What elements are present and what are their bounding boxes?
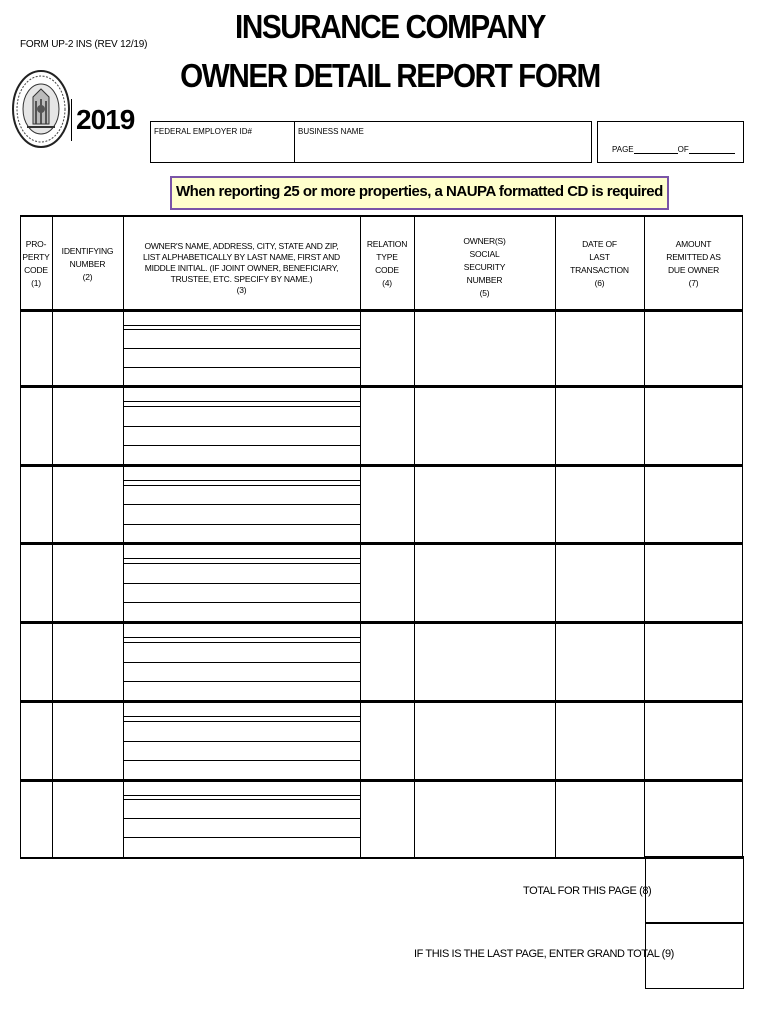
owner-address-line bbox=[123, 795, 360, 796]
grand-total-field[interactable] bbox=[645, 923, 744, 989]
business-header-box bbox=[150, 121, 592, 163]
owner-address-line bbox=[123, 367, 360, 368]
column-header-line: TRANSACTION bbox=[570, 265, 629, 275]
column-header-line: NUMBER bbox=[69, 258, 106, 269]
form-code: FORM UP-2 INS (REV 12/19) bbox=[20, 39, 148, 50]
owner-address-line bbox=[123, 799, 360, 800]
column-header-line: TYPE bbox=[376, 252, 398, 262]
column-header-owner-name-address bbox=[123, 217, 360, 311]
column-header-line: LAST bbox=[589, 252, 610, 262]
column-header-line: (6) bbox=[594, 278, 605, 288]
owner-address-line bbox=[123, 662, 360, 663]
total-page-field[interactable] bbox=[645, 856, 744, 923]
column-header-line: (3) bbox=[236, 285, 247, 295]
owner-address-line bbox=[123, 480, 360, 481]
page-number-box bbox=[597, 121, 744, 163]
column-header-line: TRUSTEE, ETC. SPECIFY BY NAME.) bbox=[170, 274, 313, 284]
column-header-line: PRO- bbox=[25, 239, 47, 249]
report-year: 2019 bbox=[71, 99, 134, 141]
owner-address-line bbox=[123, 485, 360, 486]
naupa-notice: When reporting 25 or more properties, a NAUPA formatted CD is required bbox=[170, 176, 669, 210]
owner-address-line bbox=[123, 406, 360, 407]
owner-address-line bbox=[123, 504, 360, 505]
owner-address-line bbox=[123, 445, 360, 446]
column-header-social-security-number bbox=[414, 217, 555, 311]
column-header-line: SECURITY bbox=[463, 262, 506, 272]
owner-address-line bbox=[123, 426, 360, 427]
state-seal-icon bbox=[11, 69, 71, 149]
owner-address-line bbox=[123, 837, 360, 838]
column-header-line: (4) bbox=[382, 278, 392, 288]
business-name-label: BUSINESS NAME bbox=[298, 127, 364, 136]
column-header-line: (7) bbox=[688, 278, 699, 288]
owner-address-line bbox=[123, 642, 360, 643]
grand-total-label: IF THIS IS THE LAST PAGE, ENTER GRAND TOTAL (9) bbox=[414, 948, 674, 960]
column-header-line: RELATION bbox=[366, 239, 408, 249]
page-label: PAGE bbox=[612, 145, 634, 154]
owner-address-line bbox=[123, 524, 360, 525]
page-total-field[interactable] bbox=[689, 144, 735, 154]
column-header-line: REMITTED AS bbox=[666, 252, 721, 262]
column-header-identifying-number bbox=[52, 217, 123, 311]
column-header-property-code bbox=[20, 217, 52, 311]
column-header-line: (5) bbox=[479, 288, 490, 298]
fein-label: FEDERAL EMPLOYER ID# bbox=[154, 127, 252, 136]
business-name-field[interactable] bbox=[295, 122, 591, 162]
column-header-line: IDENTIFYING bbox=[61, 245, 114, 256]
owner-address-line bbox=[123, 681, 360, 682]
column-header-line: MIDDLE INITIAL. (IF JOINT OWNER, BENEFICIARY, bbox=[144, 263, 339, 273]
column-header-line: PERTY bbox=[22, 252, 50, 262]
owner-address-line bbox=[123, 602, 360, 603]
column-header-line: (2) bbox=[82, 271, 93, 282]
owner-address-line bbox=[123, 348, 360, 349]
column-header-line: LIST ALPHABETICALLY BY LAST NAME, FIRST AND bbox=[143, 252, 340, 262]
column-header-amount-remitted bbox=[644, 217, 743, 311]
column-header-line: AMOUNT bbox=[675, 239, 712, 249]
owner-address-line bbox=[123, 721, 360, 722]
column-header-line: OWNER'S NAME, ADDRESS, CITY, STATE AND ZIP, bbox=[144, 241, 339, 251]
column-header-line: OWNER(S) bbox=[463, 236, 506, 246]
owner-detail-table bbox=[20, 215, 743, 859]
form-title-line2: OWNER DETAIL REPORT FORM bbox=[180, 57, 600, 94]
column-header-line: DATE OF bbox=[582, 239, 617, 249]
column-header-line: CODE bbox=[375, 265, 399, 275]
page-number-field[interactable] bbox=[634, 144, 678, 154]
owner-address-line bbox=[123, 325, 360, 326]
owner-address-line bbox=[123, 401, 360, 402]
column-header-relation-type-code bbox=[360, 217, 414, 311]
total-page-label: TOTAL FOR THIS PAGE (8) bbox=[523, 885, 652, 897]
of-label: OF bbox=[677, 145, 689, 154]
column-header-line: CODE bbox=[24, 265, 48, 275]
owner-address-line bbox=[123, 329, 360, 330]
owner-address-line bbox=[123, 741, 360, 742]
owner-address-line bbox=[123, 583, 360, 584]
owner-address-line bbox=[123, 558, 360, 559]
owner-address-line bbox=[123, 760, 360, 761]
owner-address-line bbox=[123, 818, 360, 819]
owner-address-line bbox=[123, 563, 360, 564]
column-header-line: DUE OWNER bbox=[667, 265, 720, 275]
column-header-line: SOCIAL bbox=[469, 249, 500, 259]
fein-field[interactable] bbox=[151, 122, 295, 162]
owner-address-line bbox=[123, 716, 360, 717]
owner-address-line bbox=[123, 637, 360, 638]
form-title-line1: INSURANCE COMPANY bbox=[235, 8, 545, 45]
column-header-date-last-transaction bbox=[555, 217, 644, 311]
column-header-line: (1) bbox=[31, 278, 41, 288]
column-header-line: NUMBER bbox=[466, 275, 503, 285]
